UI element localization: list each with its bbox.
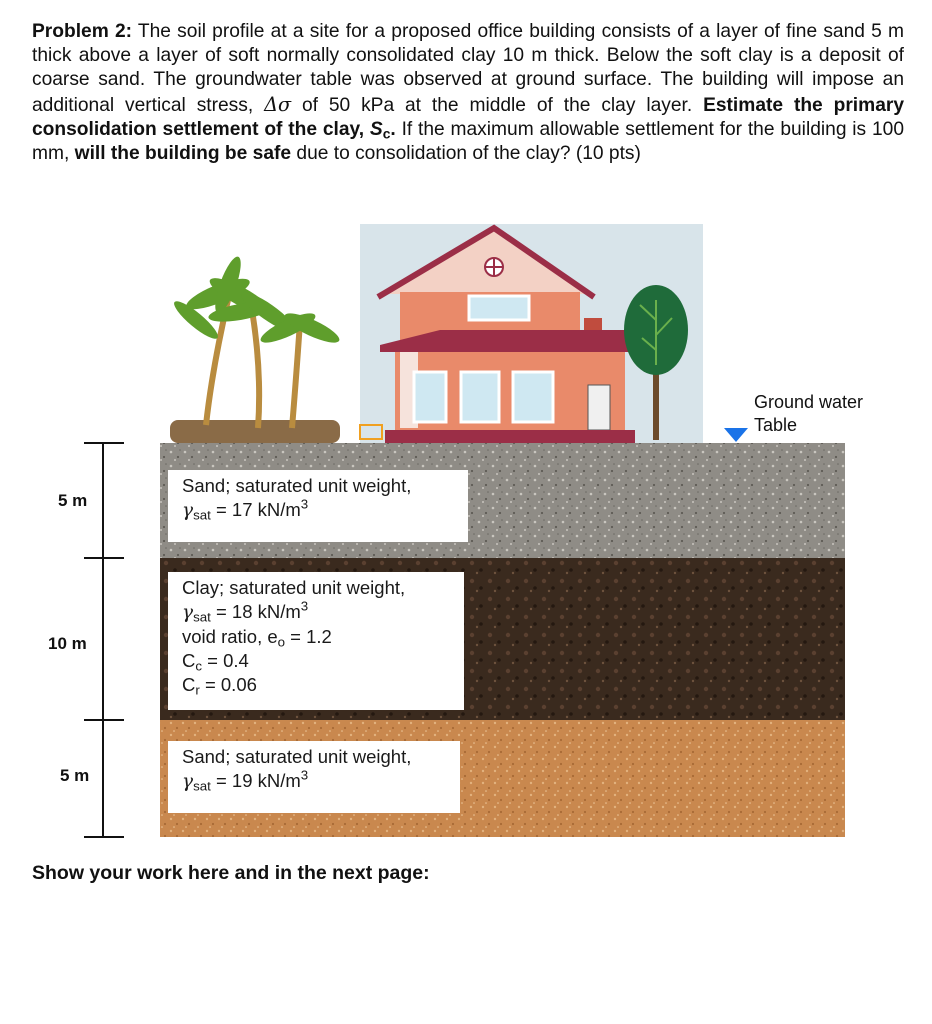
problem-text-d: due to consolidation of the clay? (10 pts): [291, 143, 641, 165]
sand-top-properties: Sand; saturated unit weight, $\gamma_{sat} = 17$ $kN/m^3$: [168, 470, 468, 542]
problem-label: Problem 2:: [32, 21, 133, 42]
footer-instruction: Show your work here and in the next page:: [32, 862, 430, 884]
depth-label-top-sand: 5 m: [58, 491, 88, 510]
depth-scale: [84, 443, 124, 837]
sand-bottom-properties: Sand; saturated unit weight, $\gamma_{sat} = 19$ $kN/m^3$: [168, 741, 460, 813]
groundwater-label: Ground water Table: [754, 392, 864, 435]
problem-text-a: The soil profile at a site for a proposed office building consists of a layer of fine sand 5 m thick above a layer of soft normally consolidated clay 10 m thick. Below the soft clay is a deposit of coarse sand. The groundwater table was observed at ground surface. The building will impose an additional vertical stress,: [32, 21, 904, 116]
problem-text-c: If the maximum allowable settlement for the building is 100 mm,: [32, 118, 904, 165]
delta-sigma-symbol: Δσ: [264, 92, 292, 116]
problem-text-b: of 50 kPa at the middle of the clay layer.: [291, 94, 704, 116]
problem-bold-task-2: will the building be safe: [74, 143, 292, 165]
problem-bold-task-1: Estimate the primary consolidation settlement of the clay,: [32, 94, 905, 140]
palm-trees-illustration: [170, 254, 382, 443]
depth-label-clay: 10 m: [48, 634, 87, 653]
depth-label-bottom-sand: 5 m: [60, 766, 90, 785]
clay-properties: Clay; saturated unit weight, $\gamma_{sat} = 18$ $kN/m^3$ void ratio, $e_o = 1.2$ $C_c = 0.4$ $C_r = 0.06$: [168, 572, 464, 710]
settlement-symbol: $S_c$.: [369, 118, 396, 142]
groundwater-triangle-icon: [724, 428, 748, 442]
